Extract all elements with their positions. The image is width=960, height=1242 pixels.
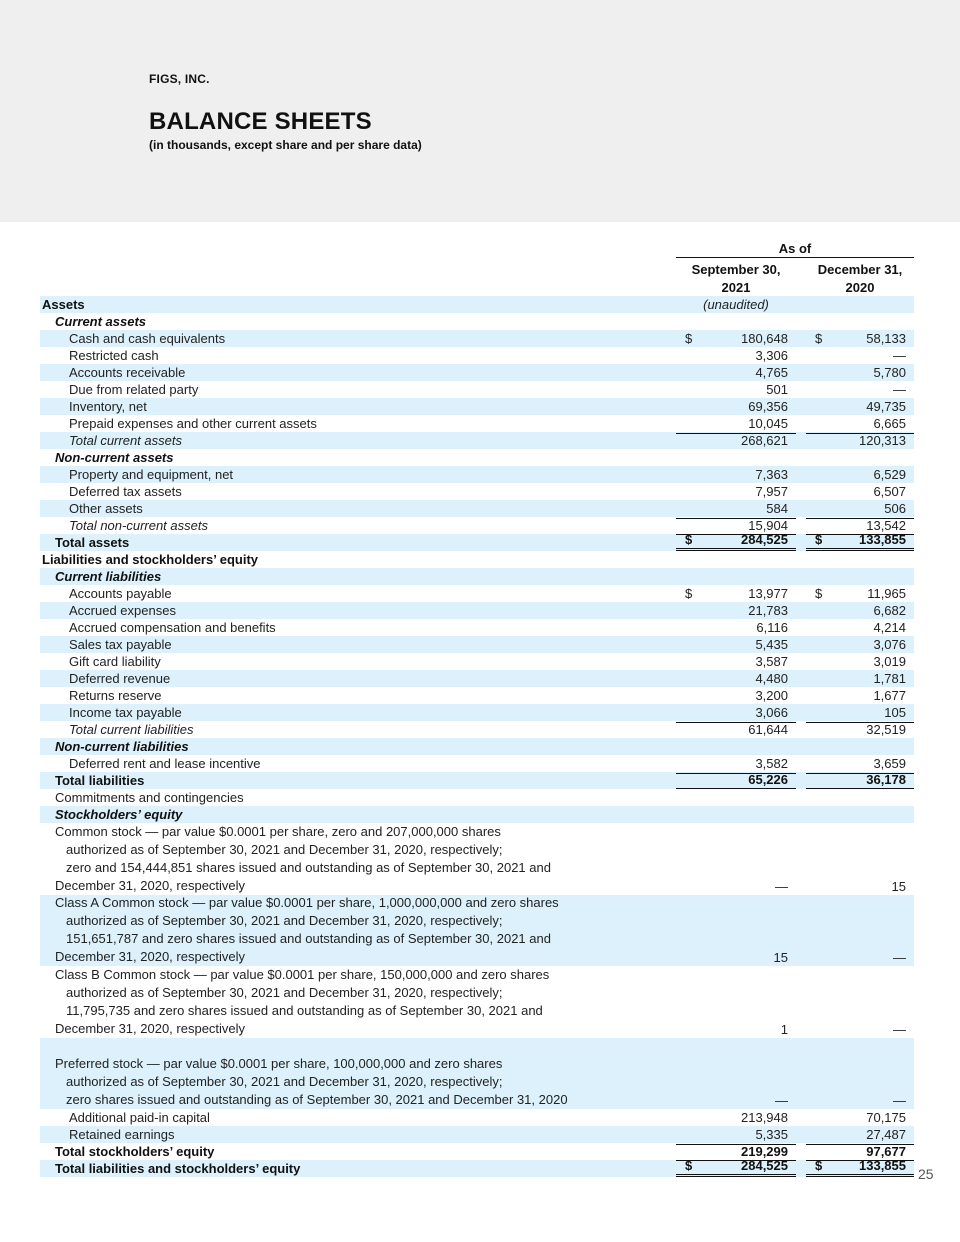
value-dec-2020-cell	[806, 879, 914, 895]
table-row	[40, 823, 914, 895]
row-label: Non-current assets	[55, 450, 174, 465]
value-dec-2020: 97,677	[866, 1144, 906, 1159]
value-sep-2021: 7,957	[755, 484, 788, 499]
row-label: Accounts payable	[69, 586, 172, 601]
value-sep-2021: 284,525	[741, 532, 788, 547]
table-row	[40, 1160, 914, 1177]
value-dec-2020: 70,175	[866, 1110, 906, 1125]
table-row	[40, 687, 914, 704]
value-sep-2021: 61,644	[748, 722, 788, 737]
row-label-line: authorized as of September 30, 2021 and December 31, 2020, respectively;	[66, 984, 503, 1000]
table-row	[40, 585, 914, 602]
unaudited-note: (unaudited)	[703, 297, 769, 312]
table-row	[40, 670, 914, 687]
row-label: Accounts receivable	[69, 365, 186, 380]
value-dec-2020-cell	[806, 433, 914, 449]
row-label: Additional paid-in capital	[69, 1110, 210, 1125]
dollar-sign: $	[685, 532, 693, 547]
value-sep-2021-cell	[676, 399, 796, 415]
row-label-line: 151,651,787 and zero shares issued and outstanding as of September 30, 2021 and	[66, 931, 551, 947]
row-label: Total assets	[55, 535, 130, 550]
value-sep-2021-cell	[676, 688, 796, 704]
dollar-sign: $	[815, 586, 823, 601]
value-sep-2021: 15	[773, 950, 788, 965]
value-sep-2021-cell	[676, 773, 796, 789]
row-label-line: authorized as of September 30, 2021 and December 31, 2020, respectively;	[66, 1074, 503, 1090]
value-dec-2020-cell	[806, 586, 914, 602]
value-sep-2021-cell	[676, 586, 796, 602]
value-sep-2021: 3,200	[755, 688, 788, 703]
value-dec-2020-cell	[806, 620, 914, 636]
row-label-line: December 31, 2020, respectively	[55, 877, 246, 893]
value-sep-2021: 13,977	[748, 586, 788, 601]
row-label: Total non-current assets	[69, 518, 208, 533]
table-row	[40, 551, 914, 568]
value-sep-2021: 5,435	[755, 637, 788, 652]
table-row	[40, 500, 914, 517]
company-name: FIGS, INC.	[149, 72, 210, 86]
table-row	[40, 806, 914, 823]
table-row	[40, 568, 914, 585]
table-row	[40, 415, 914, 432]
row-label: Property and equipment, net	[69, 467, 234, 482]
value-dec-2020-cell	[806, 671, 914, 687]
row-label: Inventory, net	[69, 399, 147, 414]
value-sep-2021: 7,363	[755, 467, 788, 482]
value-sep-2021: 4,765	[755, 365, 788, 380]
value-dec-2020: 6,507	[873, 484, 906, 499]
table-row	[40, 895, 914, 967]
value-sep-2021-cell	[676, 1110, 796, 1126]
value-sep-2021: 213,948	[741, 1110, 788, 1125]
value-dec-2020: 6,682	[873, 603, 906, 618]
value-dec-2020-cell	[806, 1022, 914, 1038]
row-label: Liabilities and stockholders’ equity	[42, 552, 258, 567]
value-dec-2020-cell	[806, 773, 914, 789]
value-dec-2020-cell	[806, 950, 914, 966]
value-dec-2020-cell	[806, 688, 914, 704]
row-label-line: Common stock — par value $0.0001 per share, zero and 207,000,000 shares	[55, 823, 501, 839]
value-dec-2020: 13,542	[866, 518, 906, 533]
value-dec-2020-cell	[806, 416, 914, 432]
row-label-line: Class B Common stock — par value $0.0001 per share, 150,000,000 and zero shares	[55, 966, 550, 982]
page-title: BALANCE SHEETS	[149, 108, 372, 135]
value-sep-2021: 3,587	[755, 654, 788, 669]
row-label-line: authorized as of September 30, 2021 and December 31, 2020, respectively;	[66, 913, 503, 929]
value-sep-2021: 3,582	[755, 756, 788, 771]
value-sep-2021-cell	[676, 467, 796, 483]
column-header-december-2020	[806, 261, 914, 297]
table-row	[40, 313, 914, 330]
value-sep-2021: 1	[780, 1021, 788, 1037]
row-label	[55, 823, 551, 895]
value-dec-2020: 27,487	[866, 1127, 906, 1142]
value-dec-2020: —	[893, 348, 906, 363]
column-header-september-2021	[676, 261, 796, 297]
value-dec-2020: 11,965	[867, 586, 906, 601]
row-label: Current liabilities	[55, 569, 162, 584]
value-dec-2020-cell	[806, 1093, 914, 1109]
value-sep-2021: —	[775, 1093, 788, 1108]
row-label: Total liabilities	[55, 773, 145, 788]
value-sep-2021-cell	[676, 416, 796, 432]
value-sep-2021-cell	[676, 603, 796, 619]
column-header-line: 2021	[721, 279, 751, 295]
row-label: Stockholders’ equity	[55, 807, 183, 822]
value-dec-2020: 105	[884, 705, 906, 720]
dollar-sign: $	[685, 586, 693, 601]
row-label: Total current assets	[69, 433, 182, 448]
value-sep-2021: 21,783	[748, 603, 788, 618]
row-label-line: zero shares issued and outstanding as of September 30, 2021 and December 31, 2020	[66, 1092, 568, 1108]
value-sep-2021-cell	[676, 1127, 796, 1143]
table-row	[40, 330, 914, 347]
row-label	[55, 1055, 568, 1109]
value-sep-2021: 180,648	[741, 331, 788, 346]
value-sep-2021: 584	[766, 501, 788, 516]
balance-sheet-table	[40, 296, 914, 1177]
value-dec-2020: —	[893, 382, 906, 397]
table-row	[40, 432, 914, 449]
dollar-sign: $	[815, 331, 823, 346]
value-dec-2020: 6,529	[873, 467, 906, 482]
value-dec-2020-cell	[806, 705, 914, 721]
value-sep-2021-cell	[676, 654, 796, 670]
value-sep-2021-cell	[676, 620, 796, 636]
value-dec-2020: 133,855	[859, 532, 906, 547]
value-dec-2020-cell	[806, 331, 914, 347]
row-label	[55, 966, 549, 1038]
value-sep-2021: 6,116	[756, 620, 788, 635]
header-band	[0, 0, 960, 222]
dollar-sign: $	[685, 1158, 693, 1173]
value-sep-2021-cell	[676, 501, 796, 517]
table-row	[40, 1038, 914, 1110]
value-dec-2020-cell	[806, 399, 914, 415]
value-dec-2020-cell	[806, 756, 914, 772]
row-label: Accrued compensation and benefits	[69, 620, 276, 635]
row-label-line: 11,795,735 and zero shares issued and outstanding as of September 30, 2021 and	[66, 1002, 543, 1018]
table-row	[40, 704, 914, 721]
row-label-line: Class A Common stock — par value $0.0001 per share, 1,000,000,000 and zero shares	[55, 895, 559, 911]
value-dec-2020: 3,659	[873, 756, 906, 771]
value-dec-2020: 4,214	[873, 620, 906, 635]
value-dec-2020: —	[893, 950, 906, 965]
value-sep-2021-cell	[676, 722, 796, 738]
table-row	[40, 449, 914, 466]
value-dec-2020-cell	[806, 534, 914, 551]
value-dec-2020: 15	[891, 878, 906, 894]
value-dec-2020: 32,519	[866, 722, 906, 737]
table-row	[40, 483, 914, 500]
value-sep-2021-cell	[676, 534, 796, 551]
dollar-sign: $	[815, 1158, 823, 1173]
value-dec-2020: 3,019	[873, 654, 906, 669]
value-sep-2021-cell	[676, 382, 796, 398]
row-label: Total stockholders’ equity	[55, 1144, 215, 1159]
value-dec-2020: 1,781	[873, 671, 906, 686]
value-dec-2020-cell	[806, 637, 914, 653]
value-sep-2021: 65,226	[748, 772, 788, 787]
value-dec-2020: 58,133	[866, 331, 906, 346]
value-sep-2021: 501	[766, 382, 788, 397]
value-dec-2020: 120,313	[859, 433, 906, 448]
column-header-line: September 30,	[691, 262, 781, 277]
value-dec-2020-cell	[806, 1160, 914, 1177]
row-label: Deferred tax assets	[69, 484, 182, 499]
value-dec-2020-cell	[806, 603, 914, 619]
value-sep-2021-cell	[676, 705, 796, 721]
table-row	[40, 738, 914, 755]
row-label: Accrued expenses	[69, 603, 176, 618]
value-sep-2021-cell	[676, 331, 796, 347]
dollar-sign: $	[685, 331, 693, 346]
value-sep-2021: 3,066	[755, 705, 788, 720]
table-row	[40, 534, 914, 551]
page-subtitle: (in thousands, except share and per share data)	[149, 138, 422, 152]
column-group-header: As of	[676, 240, 914, 258]
table-row	[40, 636, 914, 653]
dollar-sign: $	[815, 532, 823, 547]
row-label: Deferred revenue	[69, 671, 171, 686]
table-row	[40, 466, 914, 483]
column-header-line: December 31,	[817, 262, 903, 277]
value-sep-2021-cell	[676, 1093, 796, 1109]
row-label	[55, 894, 559, 966]
value-sep-2021: 5,335	[755, 1127, 788, 1142]
table-row	[40, 364, 914, 381]
table-row	[40, 347, 914, 364]
row-label: Current assets	[55, 314, 147, 329]
table-row	[40, 398, 914, 415]
table-row	[40, 1109, 914, 1126]
value-dec-2020: 3,076	[873, 637, 906, 652]
table-row	[40, 966, 914, 1038]
value-sep-2021: 284,525	[741, 1158, 788, 1173]
value-sep-2021-cell	[676, 365, 796, 381]
column-header-line: 2020	[845, 279, 875, 295]
value-dec-2020-cell	[806, 365, 914, 381]
value-dec-2020: 36,178	[866, 772, 906, 787]
row-label: Returns reserve	[69, 688, 162, 703]
row-label: Non-current liabilities	[55, 739, 189, 754]
page-number: 25	[918, 1166, 934, 1182]
value-dec-2020: —	[893, 1093, 906, 1108]
table-row	[40, 789, 914, 806]
value-sep-2021-cell	[676, 484, 796, 500]
table-row	[40, 755, 914, 772]
table-row	[40, 602, 914, 619]
value-sep-2021-cell	[676, 950, 796, 966]
value-dec-2020-cell	[806, 467, 914, 483]
row-label-line: December 31, 2020, respectively	[55, 1020, 246, 1036]
value-sep-2021: 15,904	[748, 518, 788, 533]
row-label: Sales tax payable	[69, 637, 172, 652]
value-dec-2020: —	[893, 1021, 906, 1037]
value-dec-2020: 6,665	[873, 416, 906, 431]
value-dec-2020-cell	[806, 722, 914, 738]
value-dec-2020: 5,780	[873, 365, 906, 380]
value-dec-2020: 133,855	[859, 1158, 906, 1173]
table-row	[40, 653, 914, 670]
value-sep-2021-cell	[676, 1022, 796, 1038]
table-row	[40, 772, 914, 789]
table-row	[40, 381, 914, 398]
value-sep-2021: —	[775, 878, 788, 894]
value-sep-2021: 4,480	[755, 671, 788, 686]
value-sep-2021-cell	[676, 1160, 796, 1177]
value-dec-2020: 49,735	[866, 399, 906, 414]
value-dec-2020-cell	[806, 654, 914, 670]
row-label-line: zero and 154,444,851 shares issued and outstanding as of September 30, 2021 and	[66, 859, 551, 875]
table-row	[40, 1126, 914, 1143]
value-dec-2020-cell	[806, 1110, 914, 1126]
row-label: Gift card liability	[69, 654, 161, 669]
table-row	[40, 619, 914, 636]
row-label: Assets	[42, 297, 85, 312]
row-label-line: Preferred stock — par value $0.0001 per share, 100,000,000 and zero shares	[55, 1056, 503, 1072]
row-label: Deferred rent and lease incentive	[69, 756, 261, 771]
value-dec-2020-cell	[806, 348, 914, 364]
value-sep-2021-cell	[676, 671, 796, 687]
row-label-line: December 31, 2020, respectively	[55, 949, 246, 965]
row-label: Total liabilities and stockholders’ equity	[55, 1161, 301, 1176]
row-label: Income tax payable	[69, 705, 182, 720]
value-sep-2021: 10,045	[748, 416, 788, 431]
value-sep-2021-cell	[676, 879, 796, 895]
value-dec-2020: 1,677	[873, 688, 906, 703]
value-dec-2020-cell	[806, 382, 914, 398]
value-dec-2020-cell	[806, 501, 914, 517]
value-sep-2021-cell	[676, 756, 796, 772]
value-sep-2021-cell	[676, 348, 796, 364]
row-label: Prepaid expenses and other current assets	[69, 416, 317, 431]
value-dec-2020: 506	[884, 501, 906, 516]
row-label: Total current liabilities	[69, 722, 194, 737]
value-sep-2021: 69,356	[748, 399, 788, 414]
row-label: Other assets	[69, 501, 143, 516]
value-sep-2021-cell	[676, 637, 796, 653]
value-sep-2021: 3,306	[755, 348, 788, 363]
value-dec-2020-cell	[806, 484, 914, 500]
row-label: Commitments and contingencies	[55, 790, 244, 805]
table-row	[40, 296, 914, 313]
row-label: Due from related party	[69, 382, 199, 397]
value-sep-2021: 219,299	[741, 1144, 788, 1159]
row-label: Retained earnings	[69, 1127, 175, 1142]
table-row	[40, 721, 914, 738]
row-label: Restricted cash	[69, 348, 159, 363]
row-label: Cash and cash equivalents	[69, 331, 226, 346]
value-dec-2020-cell	[806, 1127, 914, 1143]
row-label-line: authorized as of September 30, 2021 and December 31, 2020, respectively;	[66, 841, 503, 857]
value-sep-2021-cell	[676, 433, 796, 449]
value-sep-2021: 268,621	[741, 433, 788, 448]
